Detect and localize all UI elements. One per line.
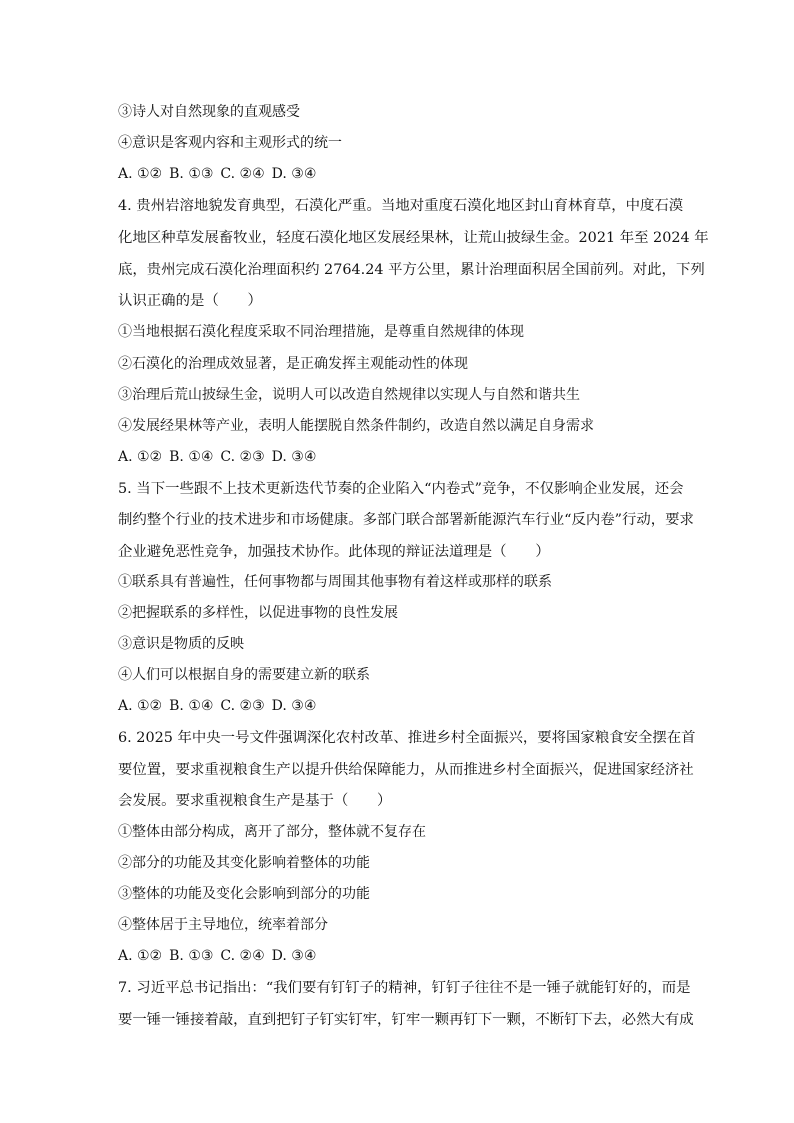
q4-option-3: ③治理后荒山披绿生金，说明人可以改造自然规律以实现人与自然和谐共生 <box>118 387 580 403</box>
q4-option-4: ④发展经果林等产业，表明人能摆脱自然条件制约，改造自然以满足自身需求 <box>118 418 594 434</box>
choice-c[interactable]: C. ②③ <box>220 449 265 465</box>
choice-c[interactable]: C. ②④ <box>220 166 265 182</box>
choice-a[interactable]: A. ①② <box>118 948 163 964</box>
q5-option-2: ②把握联系的多样性，以促进事物的良性发展 <box>118 605 398 621</box>
q6-option-3: ③整体的功能及变化会影响到部分的功能 <box>118 886 370 902</box>
q5-stem-line: 5. 当下一些跟不上技术更新迭代节奏的企业陷入“内卷式”竞争，不仅影响企业发展，还会 <box>118 481 684 497</box>
choice-d[interactable]: D. ③④ <box>271 698 317 714</box>
q6-answer-choices <box>118 947 678 965</box>
choice-c[interactable]: C. ②④ <box>220 948 265 964</box>
q5-option-4: ④人们可以根据自身的需要建立新的联系 <box>118 667 370 683</box>
choice-a[interactable]: A. ①② <box>118 166 163 182</box>
choice-c[interactable]: C. ②③ <box>220 698 265 714</box>
q5-option-3: ③意识是物质的反映 <box>118 636 244 652</box>
choice-d[interactable]: D. ③④ <box>271 449 317 465</box>
q7-stem-line: 要一锤一锤接着敲，直到把钉子钉实钉牢，钉牢一颗再钉下一颗，不断钉下去，必然大有成 <box>118 1012 694 1028</box>
q4-stem-line: 化地区种草发展畜牧业，轻度石漠化地区发展经果林，让荒山披绿生金。2021 年至 2024 年 <box>118 230 709 246</box>
q5-answer-choices <box>118 697 678 715</box>
q5-stem-line: 企业避免恶性竞争，加强技术协作。此体现的辩证法道理是（ ） <box>118 544 550 560</box>
q4-stem-line: 底，贵州完成石漠化治理面积约 2764.24 平方公里，累计治理面积居全国前列。对此，下列 <box>118 262 705 278</box>
q6-stem-line: 要位置，要求重视粮食生产以提升供给保障能力，从而推进乡村全面振兴，促进国家经济社 <box>118 762 694 778</box>
choice-a[interactable]: A. ①② <box>118 698 163 714</box>
q5-option-1: ①联系具有普遍性，任何事物都与周围其他事物有着这样或那样的联系 <box>118 574 552 590</box>
choice-b[interactable]: B. ①③ <box>169 166 214 182</box>
q5-stem-line: 制约整个行业的技术进步和市场健康。多部门联合部署新能源汽车行业“反内卷”行动，要求 <box>118 512 694 528</box>
q6-stem-line: 会发展。要求重视粮食生产是基于（ ） <box>118 793 392 809</box>
q3-option-4: ④意识是客观内容和主观形式的统一 <box>118 135 342 151</box>
q6-option-2: ②部分的功能及其变化影响着整体的功能 <box>118 855 370 871</box>
q4-option-1: ①当地根据石漠化程度采取不同治理措施，是尊重自然规律的体现 <box>118 324 524 340</box>
choice-d[interactable]: D. ③④ <box>271 948 317 964</box>
q6-option-1: ①整体由部分构成，离开了部分，整体就不复存在 <box>118 824 426 840</box>
q7-stem-line: 7. 习近平总书记指出：“我们要有钉钉子的精神，钉钉子往往不是一锤子就能钉好的，而是 <box>118 980 691 996</box>
q4-stem-line: 认识正确的是（ ） <box>118 293 262 309</box>
q4-option-2: ②石漠化的治理成效显著，是正确发挥主观能动性的体现 <box>118 356 468 372</box>
q6-stem-line: 6. 2025 年中央一号文件强调深化农村改革、推进乡村全面振兴，要将国家粮食安全摆在首 <box>118 730 696 746</box>
choice-b[interactable]: B. ①④ <box>169 449 214 465</box>
choice-b[interactable]: B. ①③ <box>169 948 214 964</box>
q4-answer-choices <box>118 448 678 466</box>
q4-stem-line: 4. 贵州岩溶地貌发育典型，石漠化严重。当地对重度石漠化地区封山育林育草，中度石漠 <box>118 198 684 214</box>
choice-b[interactable]: B. ①④ <box>169 698 214 714</box>
choice-d[interactable]: D. ③④ <box>271 166 317 182</box>
q6-option-4: ④整体居于主导地位，统率着部分 <box>118 917 328 933</box>
q3-answer-choices <box>118 165 678 183</box>
q3-option-3: ③诗人对自然现象的直观感受 <box>118 104 300 120</box>
choice-a[interactable]: A. ①② <box>118 449 163 465</box>
